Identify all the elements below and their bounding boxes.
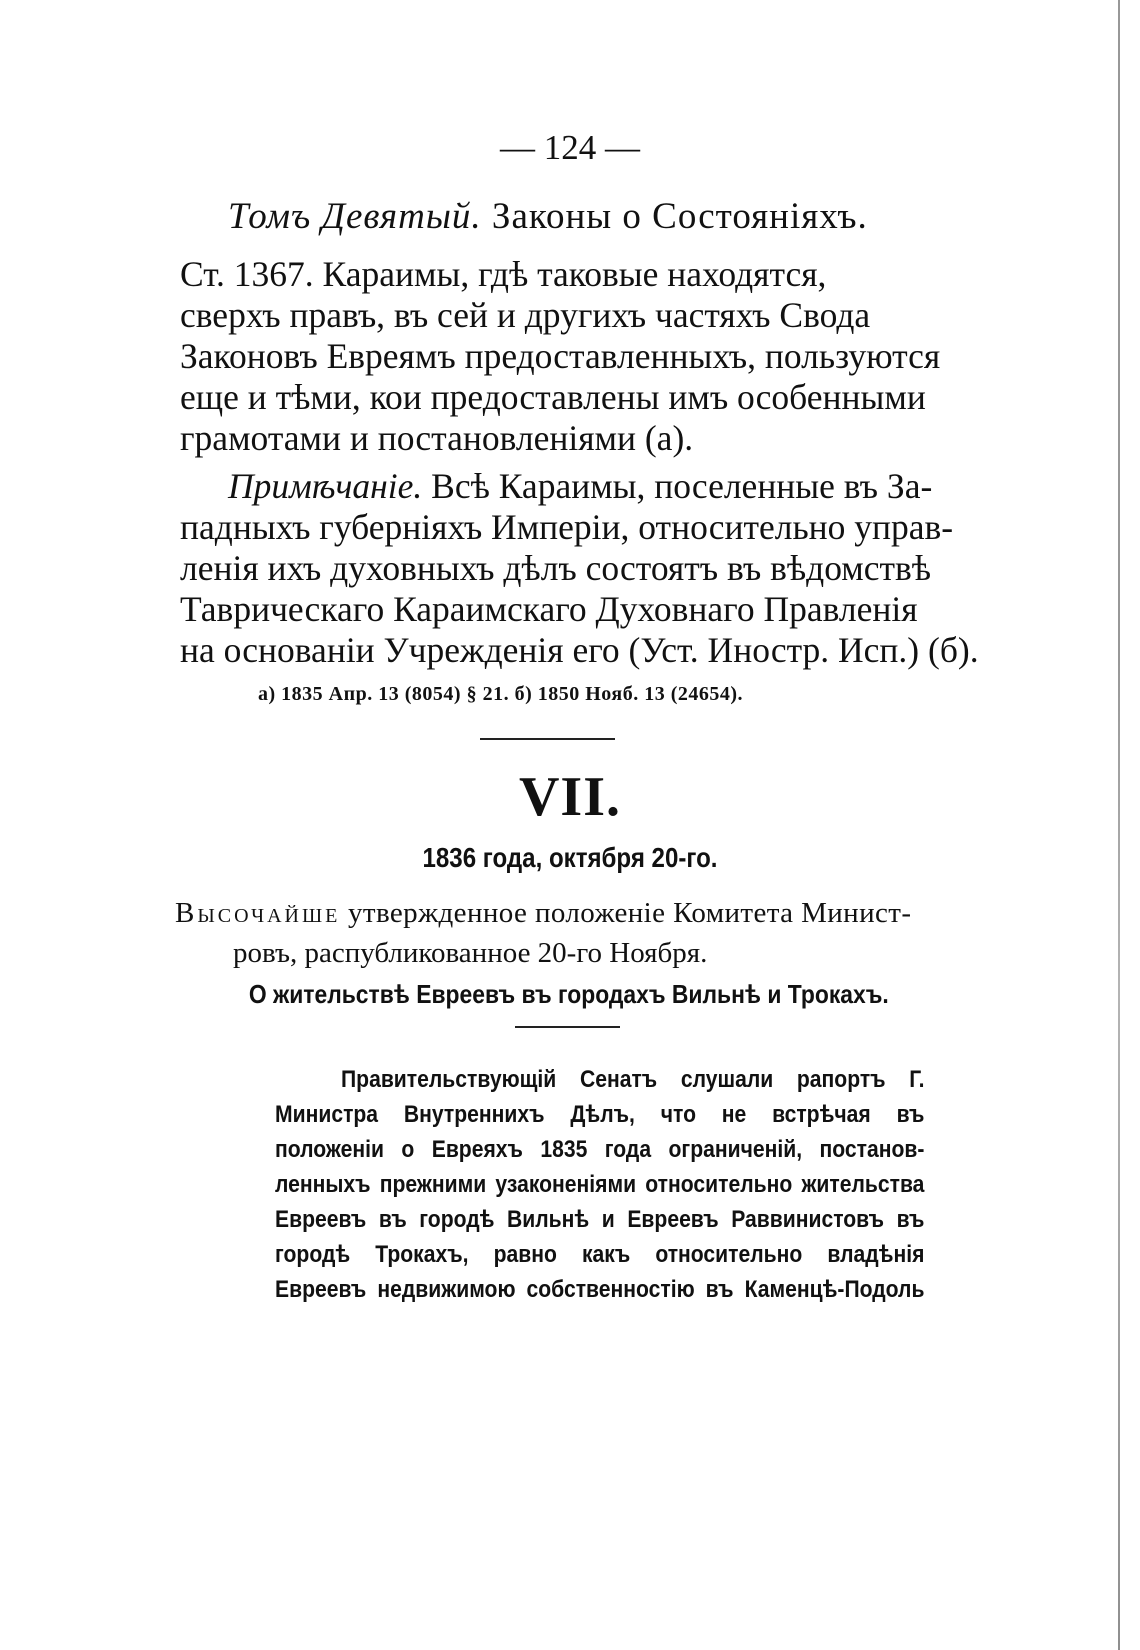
- decree-line: ровъ, распубликованное 20-го Ноября.: [233, 937, 708, 969]
- body-line: Министра Внутреннихъ Дѣлъ, что не встрѣчая въ: [275, 1101, 925, 1128]
- note-label: Примѣчаніе.: [228, 466, 423, 506]
- body-text: [275, 1062, 924, 1307]
- decree-spaced-word: Высочайше: [175, 897, 341, 929]
- page-number: — 124 —: [500, 128, 640, 167]
- note-line: Таврическаго Караимскаго Духовнаго Правленія: [180, 589, 918, 629]
- body-line: положеніи о Евреяхъ 1835 года ограниченій, постанов-: [275, 1136, 925, 1163]
- article-line: еще и тѣми, кои предоставлены имъ особенными: [180, 377, 926, 417]
- note-line: падныхъ губерніяхъ Имперіи, относительно управ-: [180, 507, 954, 547]
- body-line: Евреевъ въ городѣ Вильнѣ и Евреевъ Раввинистовъ въ: [275, 1206, 925, 1233]
- body-line: Правительствующій Сенатъ слушали рапортъ Г.: [341, 1066, 925, 1093]
- article-1367: [180, 254, 941, 459]
- article-line: сверхъ правъ, въ сей и другихъ частяхъ Свода: [180, 295, 871, 335]
- body-line: Евреевъ недвижимою собственностію въ Каменцѣ-Подоль: [275, 1276, 925, 1303]
- subject-divider: [515, 1026, 620, 1028]
- note-first-line-text: Всѣ Караимы, поселенные въ За-: [431, 466, 933, 506]
- decree-line: [175, 893, 935, 933]
- note-line: на основаніи Учрежденія его (Уст. Иностр. Исп.) (б).: [180, 630, 979, 670]
- article-line: Законовъ Евреямъ предоставленныхъ, пользуются: [180, 336, 941, 376]
- scan-edge-line: [1118, 0, 1120, 1650]
- section-divider: [480, 738, 615, 740]
- body-line: городѣ Трокахъ, равно какъ относительно владѣнія: [275, 1241, 925, 1268]
- body-line: ленныхъ прежними узаконеніями относительно жительства: [275, 1171, 925, 1198]
- section-date: 1836 года, октября 20-го.: [422, 842, 718, 873]
- article-line: грамотами и постановленіями (а).: [180, 418, 694, 458]
- article-line: Ст. 1367. Караимы, гдѣ таковые находятся,: [180, 254, 827, 294]
- decree-description: [175, 893, 935, 973]
- volume-label: Томъ Девятый.: [228, 196, 482, 237]
- article-note: [180, 466, 979, 671]
- volume-heading: [228, 194, 868, 240]
- section-number: VII.: [518, 766, 622, 828]
- note-first-line: [180, 466, 933, 507]
- note-line: ленія ихъ духовныхъ дѣлъ состоятъ въ вѣдомствѣ: [180, 548, 932, 588]
- decree-line-rest: утвержденное положеніе Комитета Минист-: [340, 897, 912, 929]
- volume-title: Законы о Состояніяхъ.: [491, 196, 868, 237]
- section-subject: О жительствѣ Евреевъ въ городахъ Вильнѣ и Трокахъ.: [248, 979, 889, 1009]
- source-references: а) 1835 Апр. 13 (8054) § 21. б) 1850 Нояб. 13 (24654).: [258, 683, 744, 705]
